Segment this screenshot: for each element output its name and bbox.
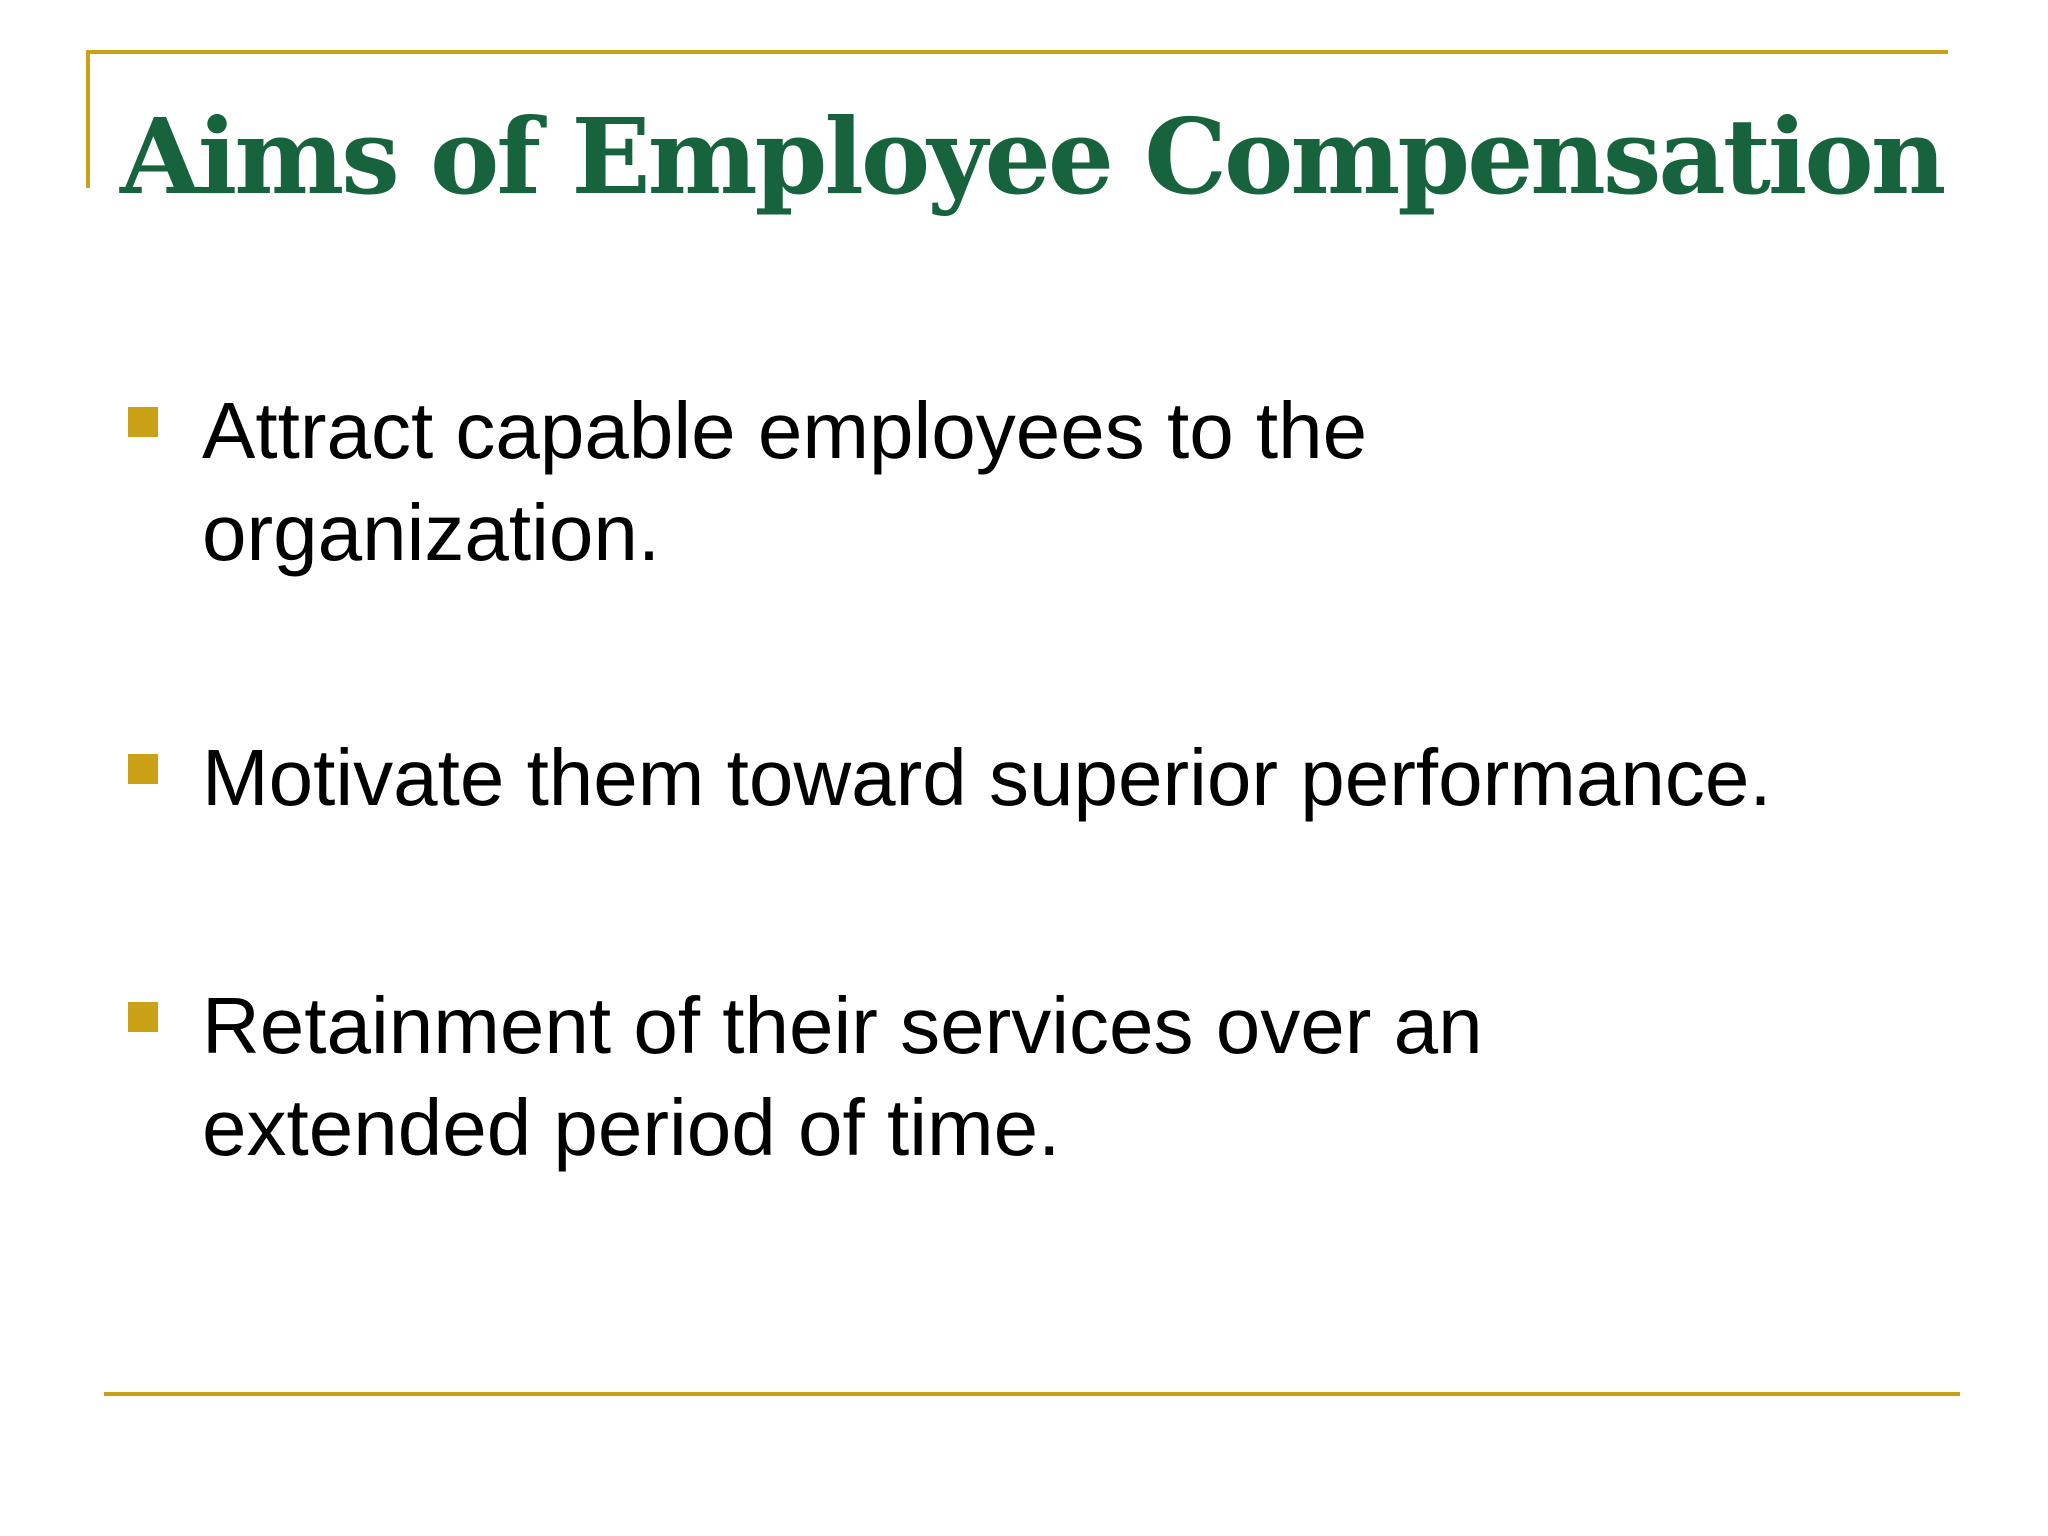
- bottom-border-line: [104, 1392, 1960, 1396]
- bullet-text: Retainment of their services over an extended period of time.: [202, 981, 1483, 1172]
- bullet-item-retain: [128, 975, 1948, 1179]
- bullet-list: [128, 380, 1948, 1179]
- bullet-item-attract: [128, 380, 1948, 584]
- slide-title: Aims of Employee Compensation: [120, 95, 1944, 218]
- top-border-line: [86, 50, 1948, 54]
- bullet-text: Motivate them toward superior performance.: [202, 733, 1772, 822]
- square-bullet-icon: [128, 1002, 158, 1032]
- left-border-line: [86, 50, 90, 188]
- square-bullet-icon: [128, 407, 158, 437]
- bullet-item-motivate: [128, 727, 1948, 829]
- bullet-text: Attract capable employees to the organization.: [202, 386, 1368, 577]
- square-bullet-icon: [128, 754, 158, 784]
